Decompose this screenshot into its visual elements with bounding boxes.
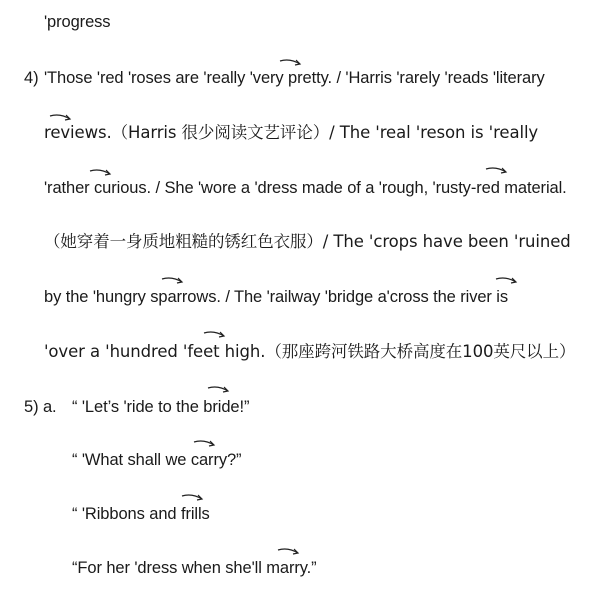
item-number: 4)	[24, 69, 39, 87]
line-text: “For her 'dress when she'll marry.”	[72, 559, 317, 577]
falling-tone-arrow-icon	[88, 168, 114, 180]
falling-tone-arrow-icon	[276, 547, 302, 559]
falling-tone-arrow-icon	[494, 276, 520, 288]
item-number: 5) a.	[24, 398, 57, 416]
falling-tone-arrow-icon	[48, 113, 74, 125]
line-text: 'rather curious. / She 'wore a 'dress made of a 'rough, 'rusty-red material.	[44, 179, 567, 197]
falling-tone-arrow-icon	[206, 385, 232, 397]
line-text: “ 'What shall we carry?”	[72, 451, 242, 469]
line-text: “ 'Ribbons and frills	[72, 505, 210, 523]
line-text: （她穿着一身质地粗糙的锈红色衣服）/ The 'crops have been 'ruined	[44, 232, 571, 251]
falling-tone-arrow-icon	[278, 58, 304, 70]
line-text: by the 'hungry sparrows. / The 'railway 'bridge a'cross the river is	[44, 288, 509, 306]
falling-tone-arrow-icon	[202, 330, 228, 342]
falling-tone-arrow-icon	[160, 276, 186, 288]
falling-tone-arrow-icon	[192, 439, 218, 451]
line-text: “ 'Let’s 'ride to the bride!”	[72, 398, 250, 416]
line-text: reviews.（Harris 很少阅读文艺评论）/ The 'real 'reson is 'really	[44, 123, 539, 142]
line-text: 'Those 'red 'roses are 'really 'very pretty. / 'Harris 'rarely 'reads 'literary	[44, 69, 545, 87]
line-text: 'over a 'hundred 'feet high.（那座跨河铁路大桥高度在100英尺以上）	[44, 342, 576, 361]
falling-tone-arrow-icon	[484, 166, 510, 178]
line-text: 'progress	[44, 13, 111, 31]
falling-tone-arrow-icon	[180, 493, 206, 505]
